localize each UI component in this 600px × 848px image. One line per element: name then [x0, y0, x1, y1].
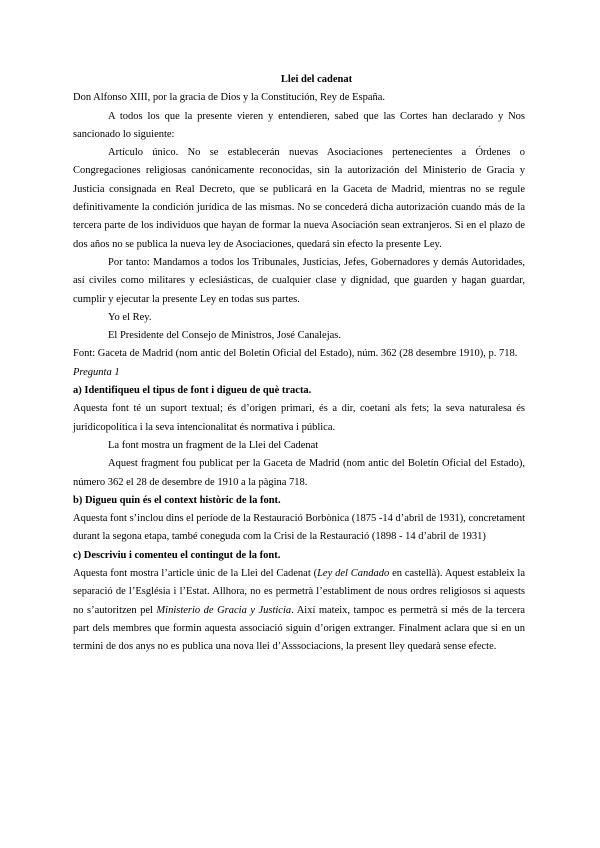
law-article: Artículo único. No se establecerán nuevas Asociaciones pertenecientes a Órdenes o Congregaciones religiosas canónicamente reconocidas, sin la autorización del Ministerio de Gracia y Justicia consignada en Real Decreto, que se publicará en la Gaceta de Madrid, mientras no se regule definitivamente la condición jurídica de las mismas. No se concederá dicha autorización cuando más de la tercera parte de los individuos que hayan de formar la nueva Asociación sean extranjeros. Si en el plazo de dos años no se publica la nueva ley de Asociaciones, quedará sin efecto la presente Ley.	[73, 147, 525, 250]
document-page	[73, 71, 525, 657]
answer-b-paragraph-1: Aquesta font s’inclou dins el període de la Restauració Borbònica (1875 -14 d’abril de 1931), concretament durant la segona etapa, també coneguda com la Crisi de la Restauració (1898 - 14 d’abril de 1931)	[73, 513, 525, 543]
document-title: Llei del cadenat	[280, 74, 353, 85]
law-mandate: Por tanto: Mandamos a todos los Tribunales, Justicias, Jefes, Gobernadores y demás Autoridades, así civiles como militares y eclesiásticas, de cualquier clase y dignidad, que guarden y hagan guardar, cumplir y ejecutar la presente Ley en todas sus partes.	[73, 256, 525, 305]
law-king-signature: Yo el Rey.	[108, 311, 152, 323]
pregunta-label: Pregunta 1	[73, 366, 120, 378]
question-b-heading: b) Digueu quin és el context històric de la font.	[73, 494, 281, 506]
question-a-heading: a) Identifiqueu el tipus de font i digueu de què tracta.	[73, 385, 312, 397]
answer-c-italic-ley-candado: Ley del Candado	[317, 568, 390, 580]
answer-c-text-1: Aquesta font mostra l’article únic de la Llei del Cadenat (	[73, 568, 318, 580]
law-intro: Don Alfonso XIII, por la gracia de Dios y la Constitución, Rey de España.	[73, 92, 386, 104]
law-president-signature: El Presidente del Consejo de Ministros, José Canalejas.	[108, 330, 342, 342]
answer-c-text-2: en castellà). Aquest estableix la separació de l’Església i l’Estat. Allhora, no es permetrà l’establiment de nous ordres religiosos si aquests no s’autoritzen pel	[73, 568, 526, 616]
answer-c-paragraph-1	[73, 565, 525, 656]
law-preamble: A todos los que la presente vieren y entendieren, sabed que las Cortes han declarado y Nos sancionado lo siguiente:	[73, 110, 525, 140]
answer-c-text-3: . Així mateix, tampoc es permetrà si més de la tercera part dels membres que formin aquesta associació siguin d’origen extranger. Finalment aclara que si en un termini de dos anys no es publica una nova llei d’Asssociacions, la present lley quedarà sense efecte.	[73, 604, 525, 653]
answer-a-paragraph-2: La font mostra un fragment de la Llei del Cadenat	[108, 439, 319, 451]
source-citation: Font: Gaceta de Madrid (nom antic del Boletín Oficial del Estado), núm. 362 (28 desembre 1910), p. 718.	[73, 348, 518, 360]
answer-c-italic-ministerio: Ministerio de Gracia y Justicia	[156, 604, 292, 616]
answer-a-paragraph-1: Aquesta font té un suport textual; és d’origen primari, és a dir, coetani als fets; la seva naturalesa és juridicopolítica i la seva intencionalitat és normativa i pública.	[73, 403, 525, 433]
answer-a-paragraph-3: Aquest fragment fou publicat per la Gaceta de Madrid (nom antic del Boletín Oficial del Estado), número 362 el 28 de desembre de 1910 a la pàgina 718.	[73, 458, 525, 488]
question-c-heading: c) Descriviu i comenteu el contingut de la font.	[73, 549, 281, 561]
